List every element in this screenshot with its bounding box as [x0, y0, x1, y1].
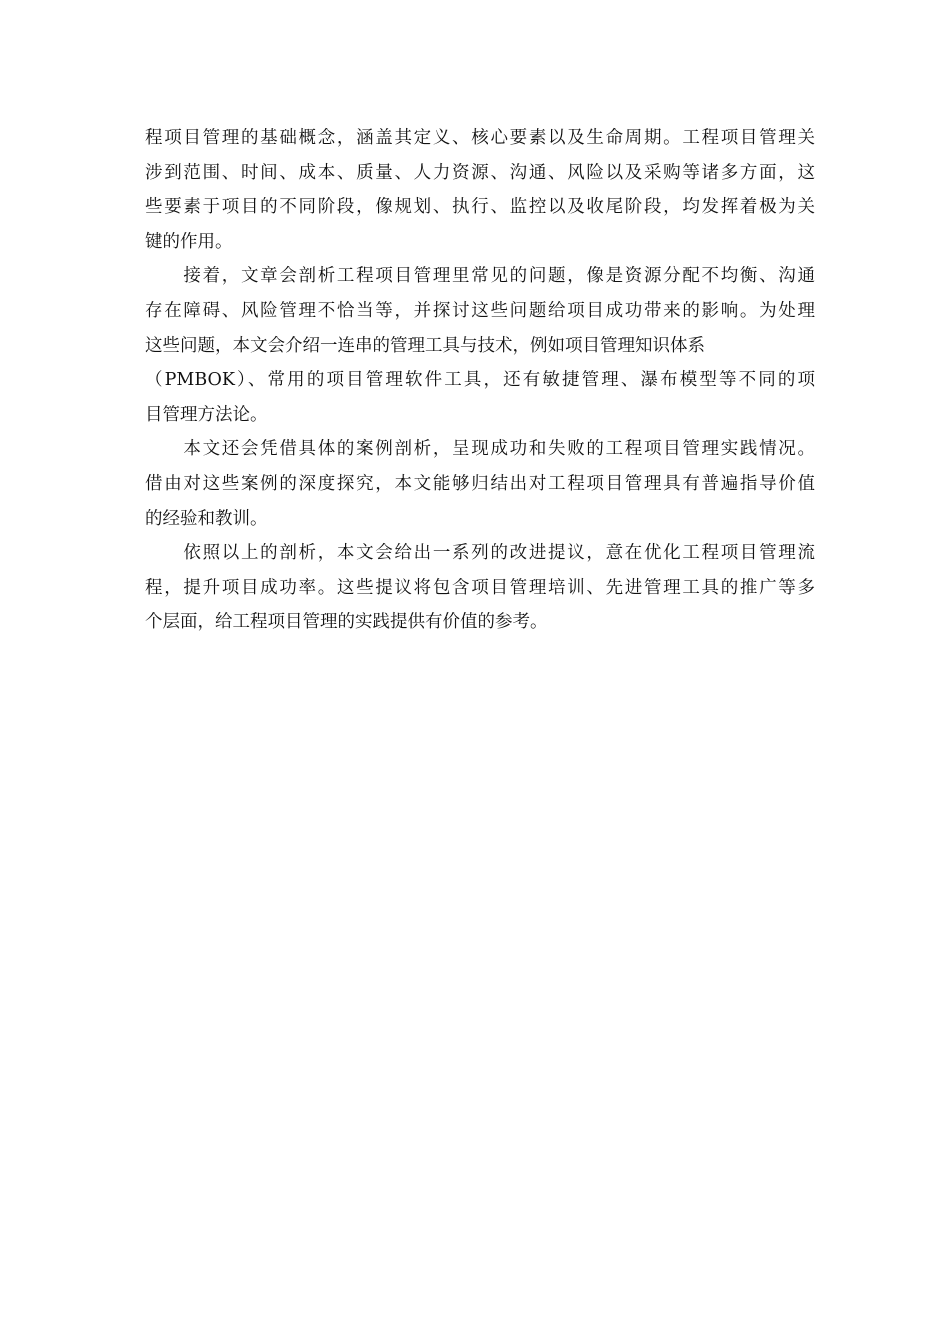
text-line: 的经验和教训。 [145, 508, 268, 529]
paragraph [145, 432, 815, 536]
paragraph [145, 259, 815, 432]
text-line: 程，提升项目成功率。这些提议将包含项目管理培训、先进管理工具的推广等多 [145, 577, 815, 598]
text-line: 接着，文章会剖析工程项目管理里常见的问题，像是资源分配不均衡、沟通 [145, 266, 815, 287]
text-line: 些要素于项目的不同阶段，像规划、执行、监控以及收尾阶段，均发挥着极为关 [145, 197, 815, 218]
paragraph [145, 536, 815, 640]
paragraph [145, 121, 815, 259]
text-line: 存在障碍、风险管理不恰当等，并探讨这些问题给项目成功带来的影响。为处理 [145, 300, 815, 321]
document-body [145, 121, 815, 640]
text-line: 个层面，给工程项目管理的实践提供有价值的参考。 [145, 612, 548, 633]
text-line: 涉到范围、时间、成本、质量、人力资源、沟通、风险以及采购等诸多方面，这 [145, 162, 815, 183]
text-line: 依照以上的剖析，本文会给出一系列的改进提议，意在优化工程项目管理流 [145, 543, 815, 564]
text-line: 本文还会凭借具体的案例剖析，呈现成功和失败的工程项目管理实践情况。 [145, 439, 815, 460]
text-line: 这些问题，本文会介绍一连串的管理工具与技术，例如项目管理知识体系 [145, 335, 705, 356]
text-line: （PMBOK）、常用的项目管理软件工具，还有敏捷管理、瀑布模型等不同的项 [145, 370, 815, 391]
text-line: 程项目管理的基础概念，涵盖其定义、核心要素以及生命周期。工程项目管理关 [145, 128, 815, 148]
text-line: 借由对这些案例的深度探究，本文能够归结出对工程项目管理具有普遍指导价值 [145, 473, 815, 494]
text-line: 键的作用。 [145, 231, 233, 252]
text-line: 目管理方法论。 [145, 404, 268, 425]
